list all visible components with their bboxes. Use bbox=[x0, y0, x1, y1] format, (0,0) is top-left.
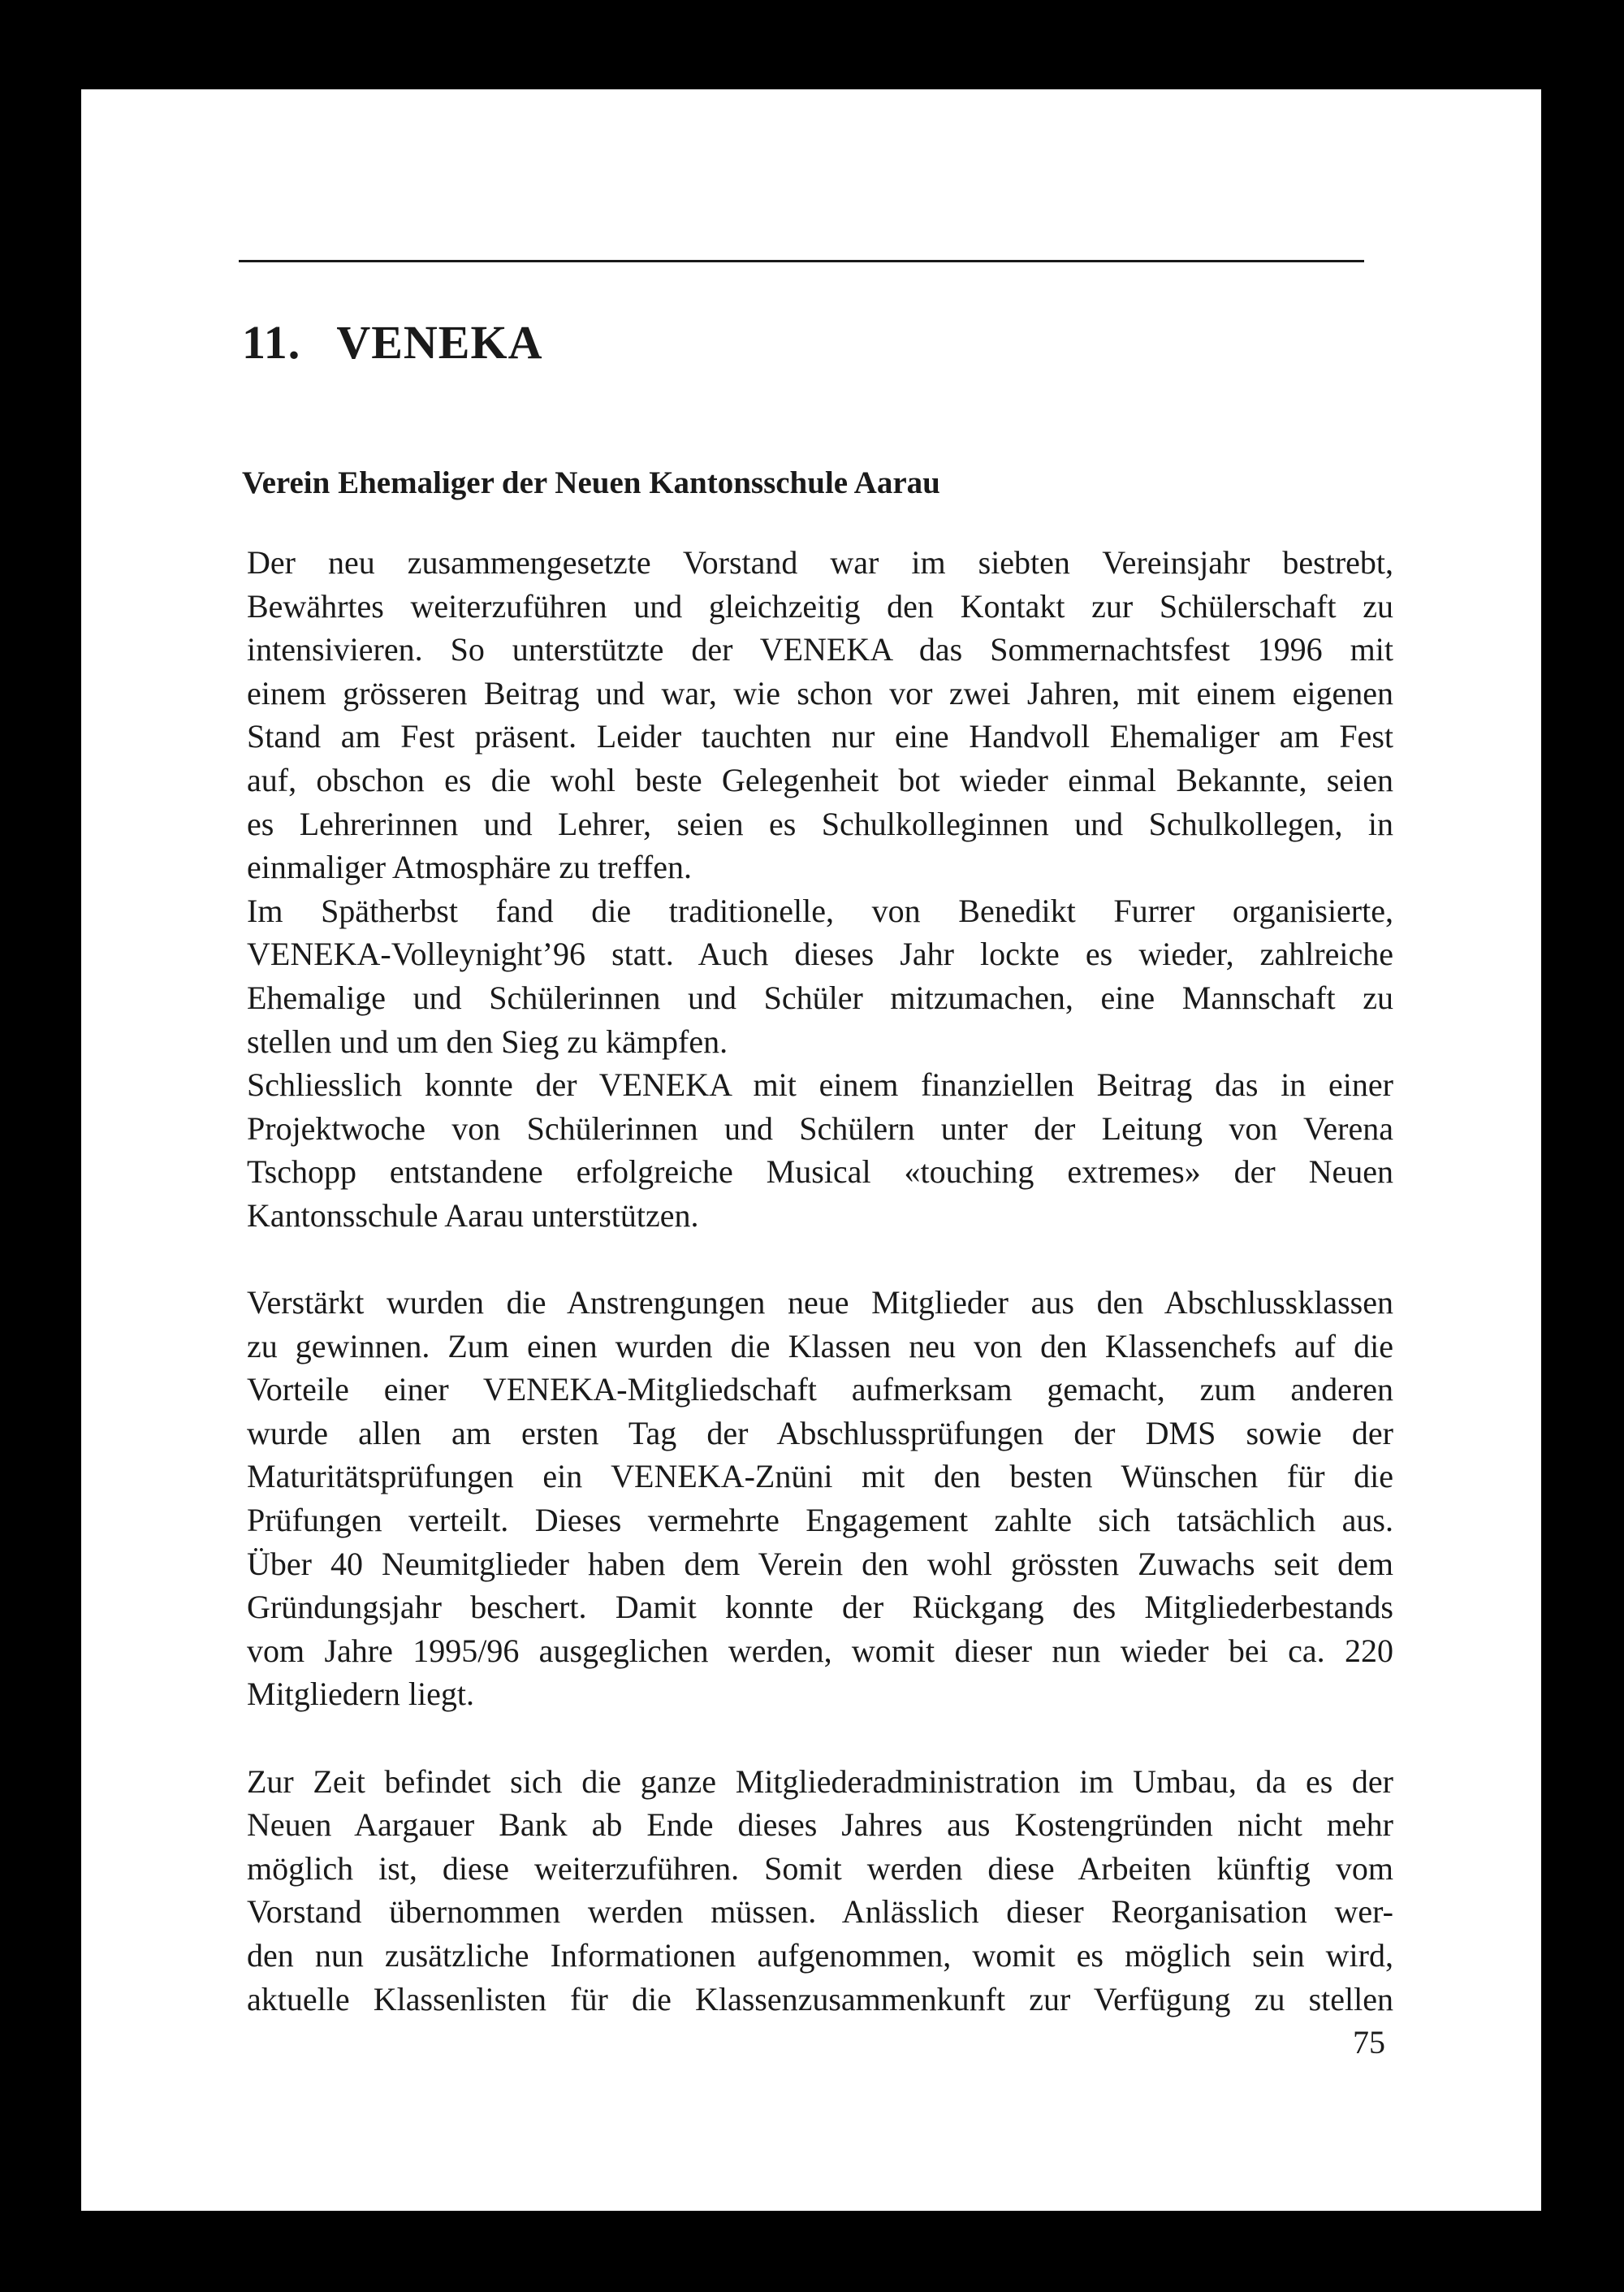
text-line: es Lehrerinnen und Lehrer, seien es Schulkolleginnen und Schulkollegen, in bbox=[247, 805, 1393, 842]
chapter-name: VENEKA bbox=[336, 316, 543, 369]
text-line: Über 40 Neumitglieder haben dem Verein den wohl grössten Zuwachs seit dem bbox=[247, 1545, 1393, 1582]
text-line: Tschopp entstandene erfolgreiche Musical «touching extremes» der Neuen bbox=[247, 1153, 1393, 1191]
text-line: den nun zusätzliche Informationen aufgenommen, womit es möglich sein wird, bbox=[247, 1937, 1393, 1974]
text-line: Gründungsjahr beschert. Damit konnte der Rückgang des Mitgliederbestands bbox=[247, 1589, 1393, 1626]
body-text bbox=[247, 541, 1393, 2021]
text-line: Vorstand übernommen werden müssen. Anlässlich dieser Reorganisation wer- bbox=[247, 1893, 1393, 1931]
text-line: Im Spätherbst fand die traditionelle, von Benedikt Furrer organisierte, bbox=[247, 892, 1393, 929]
text-line: stellen und um den Sieg zu kämpfen. bbox=[247, 1023, 728, 1060]
text-line: Maturitätsprüfungen ein VENEKA-Znüni mit den besten Wünschen für die bbox=[247, 1458, 1393, 1495]
paragraph-gap bbox=[247, 1238, 1393, 1282]
text-line: einem grösseren Beitrag und war, wie schon vor zwei Jahren, mit einem eigenen bbox=[247, 674, 1393, 711]
chapter-title bbox=[242, 315, 542, 370]
text-line: Mitgliedern liegt. bbox=[247, 1676, 474, 1713]
text-line: auf, obschon es die wohl beste Gelegenheit bot wieder einmal Bekannte, seien bbox=[247, 761, 1393, 798]
section-subheading: Verein Ehemaliger der Neuen Kantonsschule Aarau bbox=[242, 465, 940, 500]
text-line: Kantonsschule Aarau unterstützen. bbox=[247, 1196, 699, 1234]
text-line: wurde allen am ersten Tag der Abschlussprüfungen der DMS sowie der bbox=[247, 1414, 1393, 1451]
text-line: möglich ist, diese weiterzuführen. Somit werden diese Arbeiten künftig vom bbox=[247, 1849, 1393, 1887]
document-page bbox=[81, 89, 1541, 2211]
text-line: intensivieren. So unterstützte der VENEKA das Sommernachtsfest 1996 mit bbox=[247, 631, 1393, 668]
text-line: Stand am Fest präsent. Leider tauchten nur eine Handvoll Ehemaliger am Fest bbox=[247, 718, 1393, 755]
text-line: einmaliger Atmosphäre zu treffen. bbox=[247, 849, 692, 886]
text-line: zu gewinnen. Zum einen wurden die Klassen neu von den Klassenchefs auf die bbox=[247, 1327, 1393, 1364]
text-line: Vorteile einer VENEKA-Mitgliedschaft aufmerksam gemacht, zum anderen bbox=[247, 1371, 1393, 1408]
text-line: VENEKA-Volleynight’96 statt. Auch dieses Jahr lockte es wieder, zahlreiche bbox=[247, 936, 1393, 973]
text-line: Projektwoche von Schülerinnen und Schülern unter der Leitung von Verena bbox=[247, 1109, 1393, 1147]
text-line: aktuelle Klassenlisten für die Klassenzusammenkunft zur Verfügung zu stellen bbox=[247, 1980, 1393, 2017]
page-number: 75 bbox=[1353, 2024, 1385, 2061]
text-line: Verstärkt wurden die Anstrengungen neue Mitglieder aus den Abschlussklassen bbox=[247, 1284, 1393, 1321]
text-line: Prüfungen verteilt. Dieses vermehrte Engagement zahlte sich tatsächlich aus. bbox=[247, 1502, 1393, 1539]
text-line: Zur Zeit befindet sich die ganze Mitgliederadministration im Umbau, da es der bbox=[247, 1762, 1393, 1800]
text-line: Schliesslich konnte der VENEKA mit einem finanziellen Beitrag das in einer bbox=[247, 1066, 1393, 1104]
text-line: Bewährtes weiterzuführen und gleichzeitig den Kontakt zur Schülerschaft zu bbox=[247, 587, 1393, 625]
paragraph-gap bbox=[247, 1716, 1393, 1760]
text-line: Neuen Aargauer Bank ab Ende dieses Jahres aus Kostengründen nicht mehr bbox=[247, 1806, 1393, 1844]
chapter-number: 11. bbox=[242, 316, 301, 369]
text-line: Der neu zusammengesetzte Vorstand war im siebten Vereinsjahr bestrebt, bbox=[247, 544, 1393, 581]
text-line: vom Jahre 1995/96 ausgeglichen werden, womit dieser nun wieder bei ca. 220 bbox=[247, 1632, 1393, 1669]
header-rule bbox=[239, 260, 1364, 262]
text-line: Ehemalige und Schülerinnen und Schüler mitzumachen, eine Mannschaft zu bbox=[247, 979, 1393, 1016]
